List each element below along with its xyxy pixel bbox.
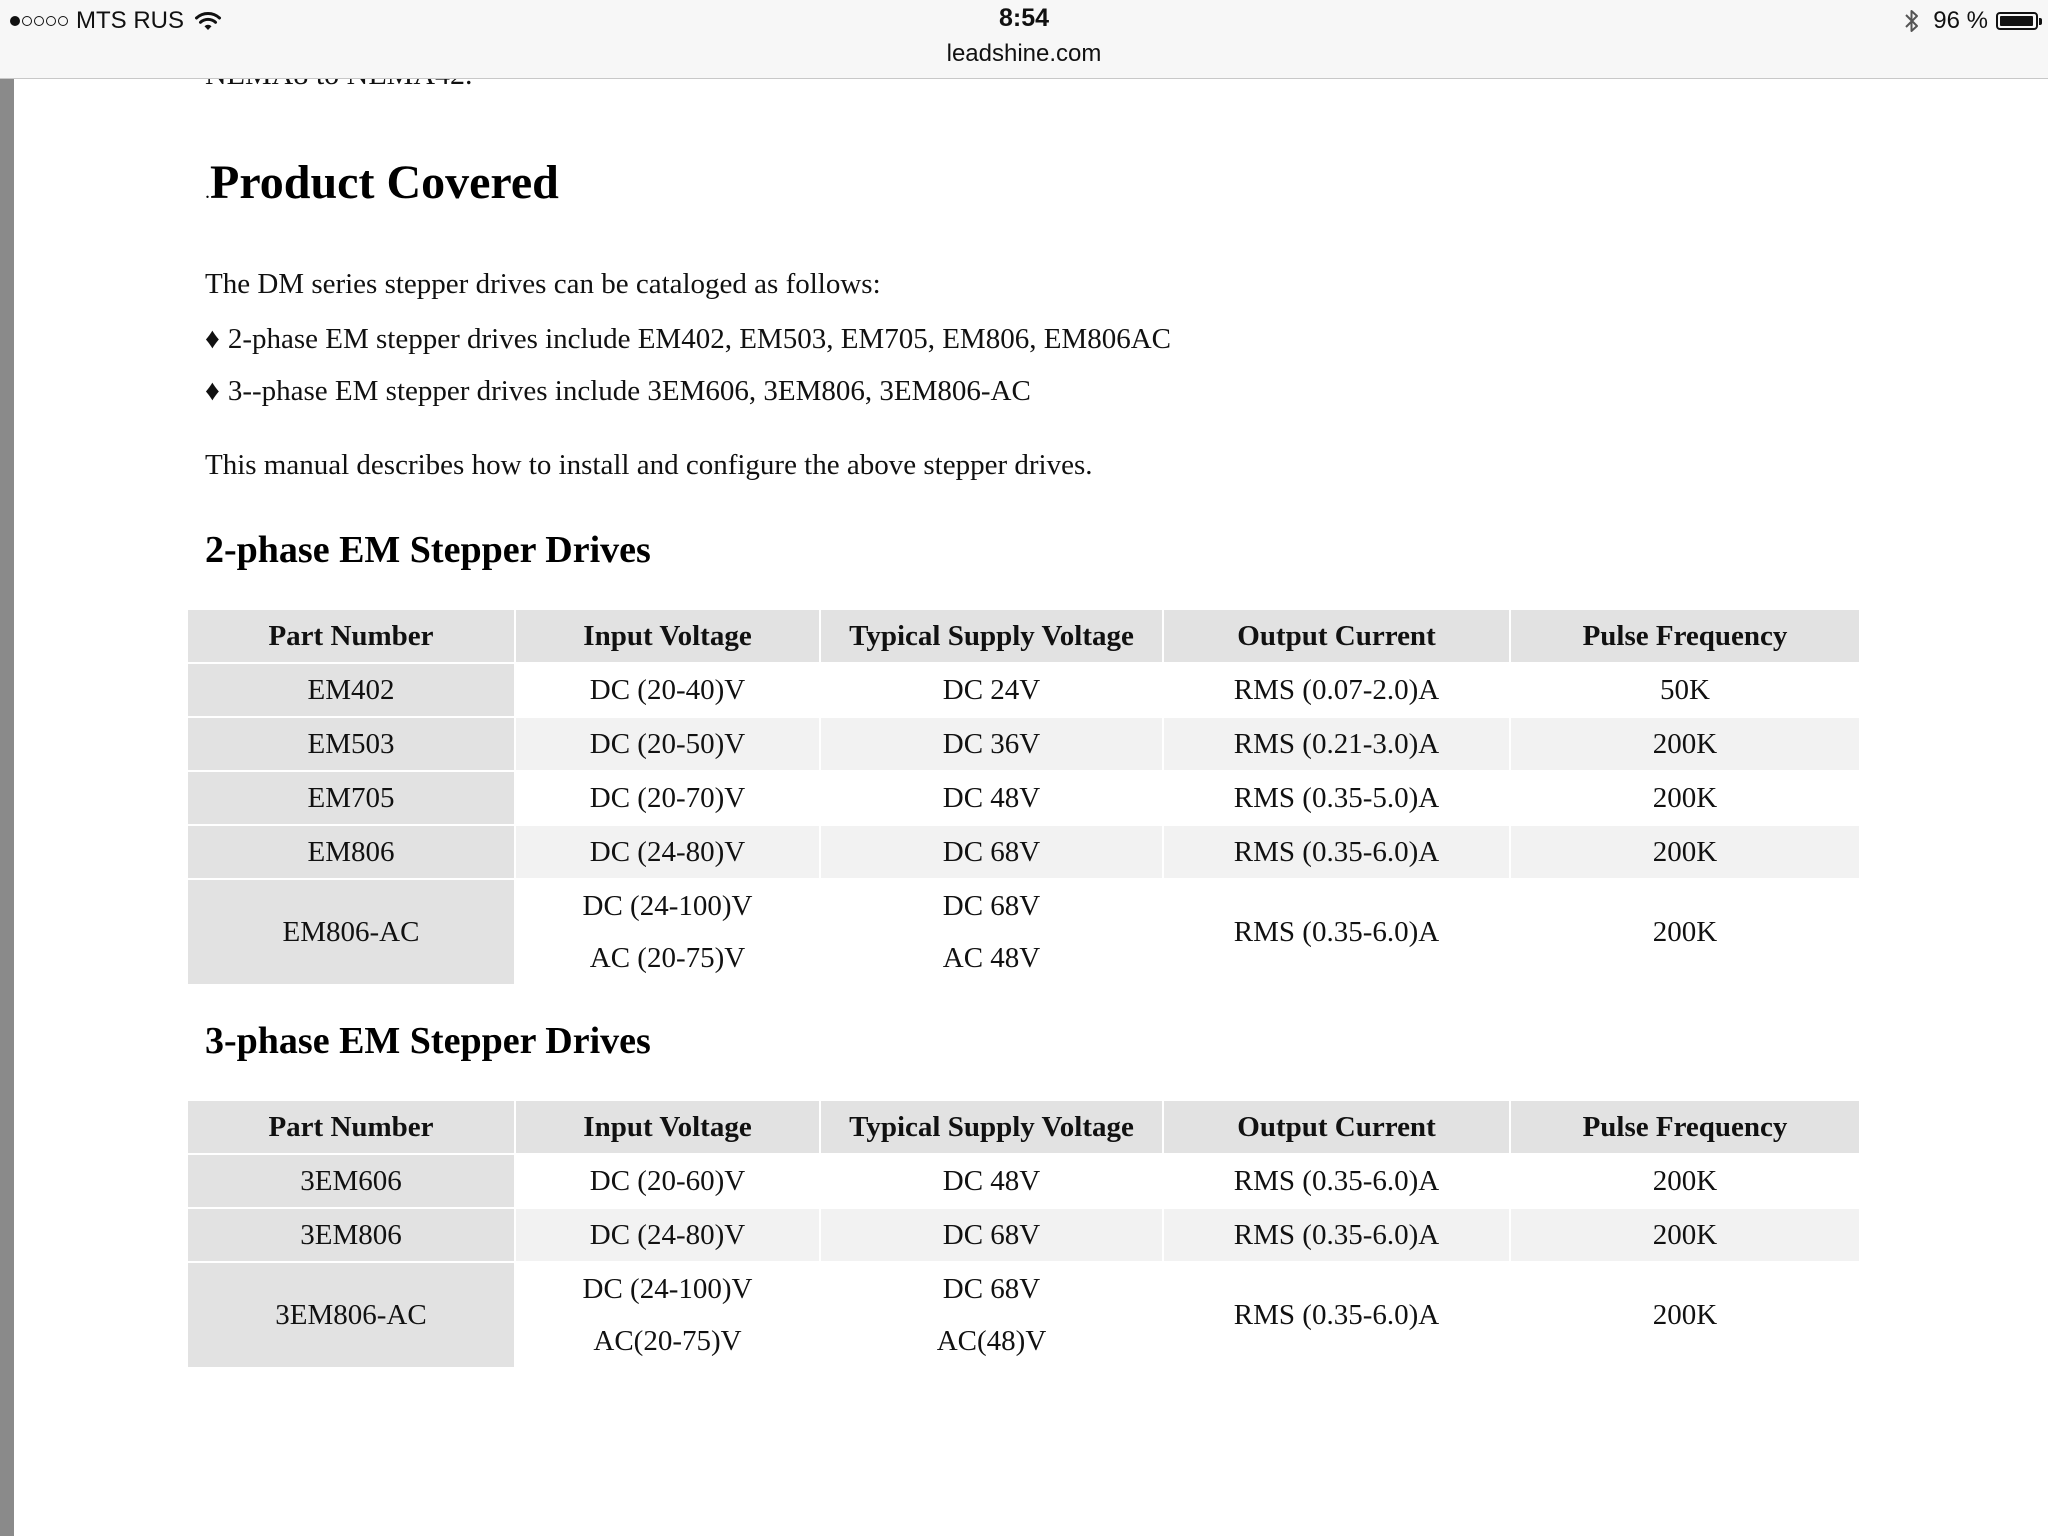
- intro-paragraph: The DM series stepper drives can be cataloged as follows:: [205, 268, 881, 300]
- pulse-frequency-cell: 200K: [1510, 879, 1860, 985]
- output-current-cell: RMS (0.35-6.0)A: [1163, 1208, 1510, 1262]
- diamond-bullet-icon: ♦: [205, 375, 220, 407]
- pulse-frequency-cell: 200K: [1510, 717, 1860, 771]
- supply-voltage-cell-line: DC 68V: [942, 1273, 1041, 1305]
- supply-voltage-cell-line: DC 24V: [942, 674, 1041, 706]
- supply-voltage-cell: [820, 879, 1163, 985]
- table-row: [188, 717, 1860, 771]
- input-voltage-cell-line: DC (20-60)V: [589, 1165, 746, 1197]
- part-number-cell: EM503: [188, 717, 515, 771]
- part-number-cell: EM806-AC: [188, 879, 515, 985]
- bullet-item: [205, 375, 1031, 408]
- browser-top-bar: [0, 0, 2048, 79]
- part-number-cell: 3EM806-AC: [188, 1262, 515, 1368]
- output-current-cell: RMS (0.35-6.0)A: [1163, 1262, 1510, 1368]
- supply-voltage-cell: [820, 771, 1163, 825]
- address-bar-url[interactable]: leadshine.com: [946, 40, 1102, 67]
- input-voltage-cell: [515, 825, 820, 879]
- supply-voltage-cell-line: DC 68V: [942, 1219, 1041, 1251]
- part-number-cell: EM806: [188, 825, 515, 879]
- status-right: [1903, 6, 2038, 36]
- section-heading: [205, 155, 559, 210]
- table-2phase-title: 2-phase EM Stepper Drives: [205, 529, 651, 571]
- output-current-cell: RMS (0.35-6.0)A: [1163, 825, 1510, 879]
- input-voltage-cell: [515, 1208, 820, 1262]
- output-current-cell: RMS (0.21-3.0)A: [1163, 717, 1510, 771]
- table-row: [188, 1208, 1860, 1262]
- part-number-cell: EM705: [188, 771, 515, 825]
- supply-voltage-cell: [820, 1154, 1163, 1208]
- battery-percent: 96 %: [1933, 7, 1988, 34]
- input-voltage-cell-line: DC (20-70)V: [589, 782, 746, 814]
- supply-voltage-cell: [820, 1262, 1163, 1368]
- table-row: [188, 1154, 1860, 1208]
- output-current-cell: RMS (0.35-5.0)A: [1163, 771, 1510, 825]
- supply-voltage-cell-line: DC 68V: [942, 836, 1041, 868]
- input-voltage-cell-line: DC (24-100)V: [582, 890, 753, 922]
- supply-voltage-cell-line: DC 68V: [942, 890, 1041, 922]
- input-voltage-cell: [515, 771, 820, 825]
- supply-voltage-cell-line: AC(48)V: [936, 1325, 1047, 1357]
- table-2phase: [188, 610, 1861, 986]
- input-voltage-cell-line: DC (20-40)V: [589, 674, 746, 706]
- carrier-name: MTS RUS: [76, 7, 184, 34]
- bullet-text: 3--phase EM stepper drives include 3EM606, 3EM806, 3EM806-AC: [227, 375, 1031, 407]
- pulse-frequency-cell: 200K: [1510, 1262, 1860, 1368]
- pulse-frequency-cell: 200K: [1510, 1154, 1860, 1208]
- input-voltage-cell-line: DC (24-80)V: [589, 836, 746, 868]
- pulse-frequency-cell: 200K: [1510, 825, 1860, 879]
- part-number-cell: 3EM806: [188, 1208, 515, 1262]
- status-time: 8:54: [998, 4, 1050, 32]
- table-row: [188, 771, 1860, 825]
- input-voltage-cell: [515, 717, 820, 771]
- input-voltage-cell: [515, 879, 820, 985]
- table-3phase: [188, 1101, 1861, 1369]
- table-row: [188, 663, 1860, 717]
- bullet-text: 2-phase EM stepper drives include EM402, EM503, EM705, EM806, EM806AC: [227, 323, 1172, 355]
- table-row: [188, 825, 1860, 879]
- supply-voltage-cell-line: DC 48V: [942, 782, 1041, 814]
- battery-icon: [1996, 12, 2038, 30]
- column-header: Typical Supply Voltage: [820, 610, 1163, 663]
- supply-voltage-cell-line: DC 48V: [942, 1165, 1041, 1197]
- column-header: Output Current: [1163, 1101, 1510, 1154]
- output-current-cell: RMS (0.07-2.0)A: [1163, 663, 1510, 717]
- table-body: [188, 663, 1860, 985]
- output-current-cell: RMS (0.35-6.0)A: [1163, 1154, 1510, 1208]
- section-heading-text: Product Covered: [210, 156, 559, 209]
- input-voltage-cell: [515, 1154, 820, 1208]
- column-header: Typical Supply Voltage: [820, 1101, 1163, 1154]
- supply-voltage-cell-line: DC 36V: [942, 728, 1041, 760]
- column-header: Output Current: [1163, 610, 1510, 663]
- scroll-gutter: [0, 78, 14, 1536]
- supply-voltage-cell: [820, 663, 1163, 717]
- bullet-item: [205, 323, 1171, 356]
- table-row: [188, 879, 1860, 985]
- input-voltage-cell-line: AC (20-75)V: [589, 942, 746, 974]
- table-row: [188, 1262, 1860, 1368]
- column-header: Input Voltage: [515, 610, 820, 663]
- table-header: [188, 1101, 1860, 1154]
- manual-description: This manual describes how to install and configure the above stepper drives.: [205, 449, 1093, 481]
- column-header: Part Number: [188, 1101, 515, 1154]
- input-voltage-cell-line: DC (20-50)V: [589, 728, 746, 760]
- supply-voltage-cell: [820, 825, 1163, 879]
- supply-voltage-cell: [820, 717, 1163, 771]
- input-voltage-cell: [515, 663, 820, 717]
- bluetooth-icon: [1903, 8, 1921, 34]
- supply-voltage-cell-line: AC 48V: [942, 942, 1041, 974]
- column-header: Part Number: [188, 610, 515, 663]
- diamond-bullet-icon: ♦: [205, 323, 220, 355]
- heading-prefix: .: [205, 181, 210, 203]
- supply-voltage-cell: [820, 1208, 1163, 1262]
- pulse-frequency-cell: 200K: [1510, 771, 1860, 825]
- table-header: [188, 610, 1860, 663]
- pulse-frequency-cell: 50K: [1510, 663, 1860, 717]
- table-3phase-title: 3-phase EM Stepper Drives: [205, 1020, 651, 1062]
- part-number-cell: EM402: [188, 663, 515, 717]
- table-body: [188, 1154, 1860, 1368]
- column-header: Pulse Frequency: [1510, 1101, 1860, 1154]
- input-voltage-cell-line: AC(20-75)V: [593, 1325, 742, 1357]
- pulse-frequency-cell: 200K: [1510, 1208, 1860, 1262]
- column-header: Pulse Frequency: [1510, 610, 1860, 663]
- output-current-cell: RMS (0.35-6.0)A: [1163, 879, 1510, 985]
- input-voltage-cell-line: DC (24-80)V: [589, 1219, 746, 1251]
- input-voltage-cell-line: DC (24-100)V: [582, 1273, 753, 1305]
- column-header: Input Voltage: [515, 1101, 820, 1154]
- input-voltage-cell: [515, 1262, 820, 1368]
- part-number-cell: 3EM606: [188, 1154, 515, 1208]
